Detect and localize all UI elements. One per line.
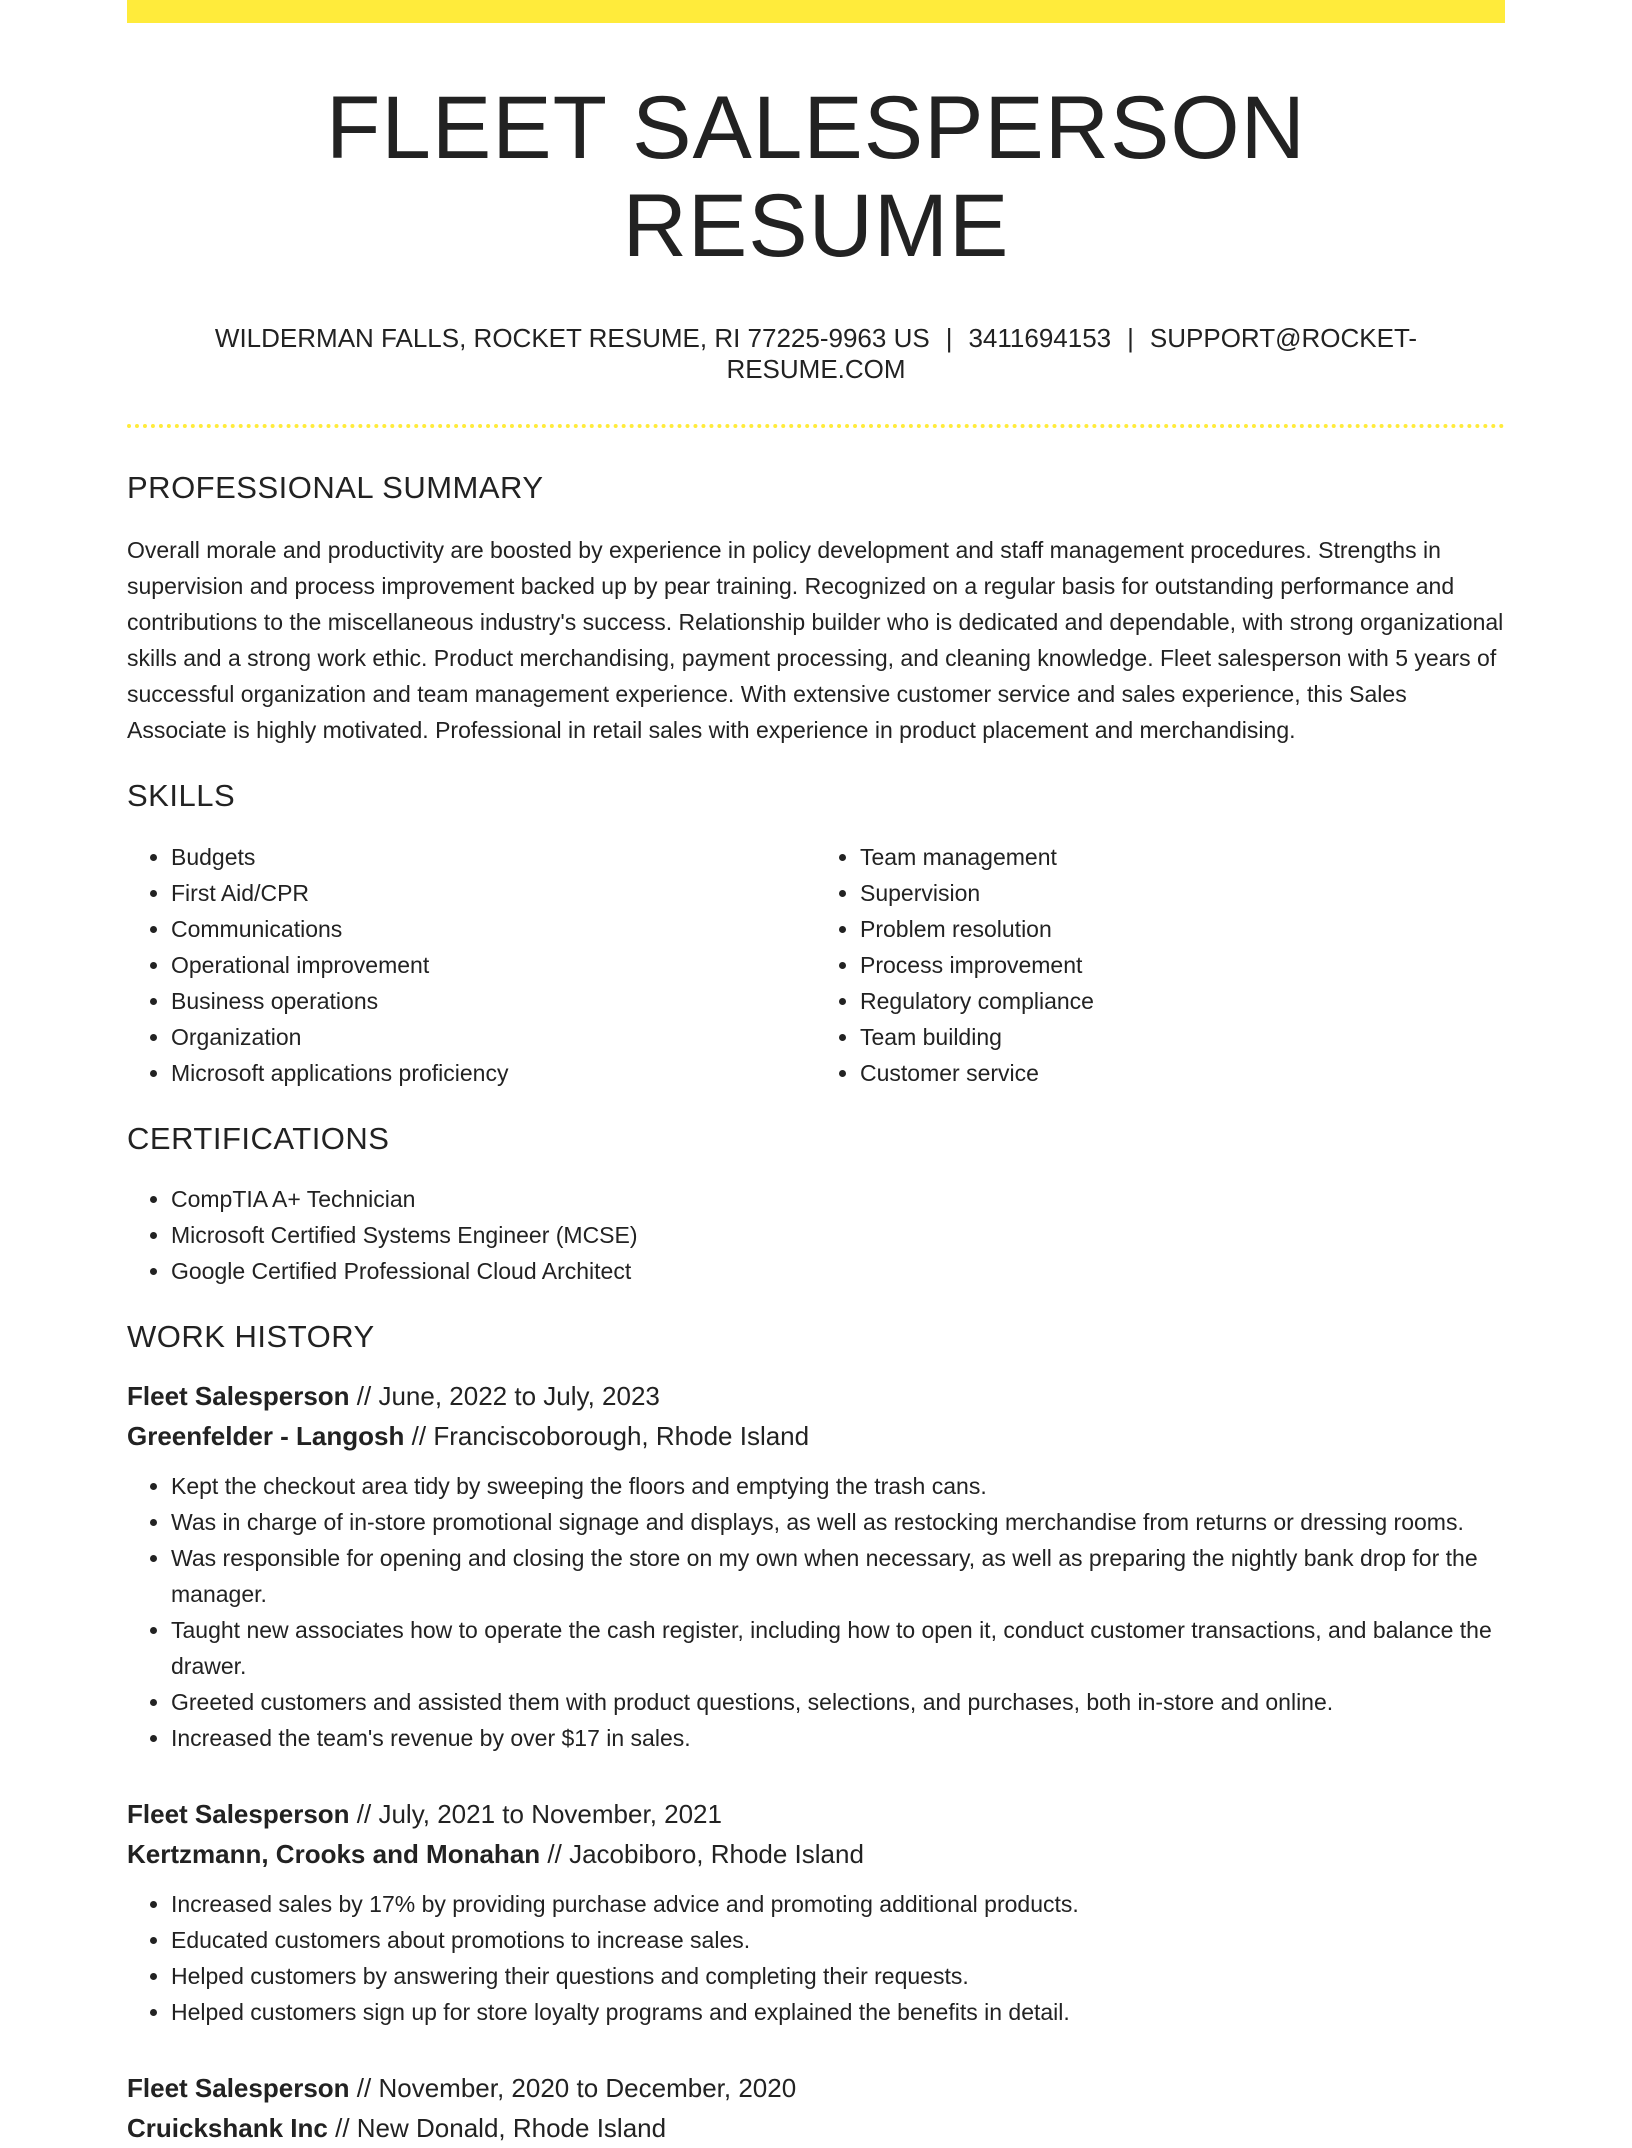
skill-item: • First Aid/CPR <box>171 875 816 911</box>
job-title: Fleet Salesperson <box>127 2072 350 2103</box>
job-company-line <box>127 1834 1505 1874</box>
job-title-line <box>127 1794 1505 1834</box>
job-title-line <box>127 2068 1505 2108</box>
skill-item: • Budgets <box>171 839 816 875</box>
job-entry <box>127 1376 1505 1756</box>
job-dates: November, 2020 to December, 2020 <box>378 2072 797 2103</box>
skills-columns <box>127 839 1505 1091</box>
dotted-divider <box>127 424 1505 428</box>
skill-item: • Team management <box>860 839 1505 875</box>
skills-list-right <box>816 839 1505 1091</box>
job-bullet: • Was responsible for opening and closing the store on my own when necessary, as well as preparing the nightly bank drop for the manager. <box>171 1540 1505 1612</box>
job-separator: // <box>356 1380 372 1411</box>
job-company-line <box>127 2108 1505 2148</box>
job-separator: // <box>335 2112 350 2143</box>
job-separator: // <box>411 1420 427 1451</box>
job-company-line <box>127 1416 1505 1456</box>
job-location: Franciscoborough, Rhode Island <box>433 1420 810 1451</box>
skill-item: • Regulatory compliance <box>860 983 1505 1019</box>
certifications-list <box>127 1181 1505 1289</box>
skills-heading: SKILLS <box>127 778 236 814</box>
resume-page <box>127 0 1505 2148</box>
skill-item: • Problem resolution <box>860 911 1505 947</box>
certification-item: • Microsoft Certified Systems Engineer (MCSE) <box>171 1217 1505 1253</box>
job-location: Jacobiboro, Rhode Island <box>569 1838 864 1869</box>
job-title: Fleet Salesperson <box>127 1798 350 1829</box>
job-bullet: • Educated customers about promotions to increase sales. <box>171 1922 1505 1958</box>
job-title-line <box>127 1376 1505 1416</box>
contact-email: SUPPORT@ROCKET-RESUME.COM <box>726 322 1418 384</box>
contact-line <box>127 323 1505 385</box>
job-bullet: • Taught new associates how to operate the cash register, including how to open it, conduct customer transactions, and balance the drawer. <box>171 1612 1505 1684</box>
job-bullet: • Increased sales by 17% by providing purchase advice and promoting additional products. <box>171 1886 1505 1922</box>
contact-phone: 3411694153 <box>968 322 1112 353</box>
job-bullets <box>127 1886 1505 2030</box>
skill-item: • Customer service <box>860 1055 1505 1091</box>
skill-item: • Process improvement <box>860 947 1505 983</box>
contact-address: WILDERMAN FALLS, ROCKET RESUME, RI 77225-9963 US <box>214 322 930 353</box>
job-location: New Donald, Rhode Island <box>356 2112 667 2143</box>
summary-text: Overall morale and productivity are boosted by experience in policy development and staff management procedures. Strengths in supervision and process improvement backed up by pear training. Recognized on a regular basis for outstanding performance and contributions to the miscellaneous industry's success. Relationship builder who is dedicated and dependable, with strong organizational skills and a strong work ethic. Product merchandising, payment processing, and cleaning knowledge. Fleet salesperson with 5 years of successful organization and team management experience. With extensive customer service and sales experience, this Sales Associate is highly motivated. Professional in retail sales with experience in product placement and merchandising. <box>127 537 1504 744</box>
job-bullet: • Helped customers sign up for store loyalty programs and explained the benefits in detail. <box>171 1994 1505 2030</box>
work-history-heading: WORK HISTORY <box>127 1318 375 1354</box>
job-separator: // <box>356 2072 372 2103</box>
summary-heading: PROFESSIONAL SUMMARY <box>127 470 544 506</box>
accent-top-bar <box>127 0 1505 23</box>
job-dates: July, 2021 to November, 2021 <box>378 1798 722 1829</box>
job-company: Kertzmann, Crooks and Monahan <box>127 1838 541 1869</box>
job-title: Fleet Salesperson <box>127 1380 350 1411</box>
job-dates: June, 2022 to July, 2023 <box>378 1380 660 1411</box>
job-entry <box>127 1794 1505 2030</box>
contact-separator: | <box>945 322 953 353</box>
job-bullet: • Was in charge of in-store promotional signage and displays, as well as restocking merchandise from returns or dressing rooms. <box>171 1504 1505 1540</box>
job-bullet: • Kept the checkout area tidy by sweeping the floors and emptying the trash cans. <box>171 1468 1505 1504</box>
job-bullets <box>127 1468 1505 1756</box>
skill-item: • Organization <box>171 1019 816 1055</box>
skill-item: • Operational improvement <box>171 947 816 983</box>
skill-item: • Microsoft applications proficiency <box>171 1055 816 1091</box>
job-bullet: • Greeted customers and assisted them with product questions, selections, and purchases, both in-store and online. <box>171 1684 1505 1720</box>
skill-item: • Supervision <box>860 875 1505 911</box>
job-entry <box>127 2068 1505 2148</box>
skill-item: • Team building <box>860 1019 1505 1055</box>
resume-title: FLEET SALESPERSON RESUME <box>326 77 1306 275</box>
job-bullet: • Increased the team's revenue by over $17 in sales. <box>171 1720 1505 1756</box>
job-company: Cruickshank Inc <box>127 2112 328 2143</box>
job-separator: // <box>356 1798 372 1829</box>
certification-item: • CompTIA A+ Technician <box>171 1181 1505 1217</box>
contact-separator: | <box>1127 322 1134 353</box>
skill-item: • Communications <box>171 911 816 947</box>
skills-list-left <box>127 839 816 1091</box>
job-bullet: • Helped customers by answering their questions and completing their requests. <box>171 1958 1505 1994</box>
skill-item: • Business operations <box>171 983 816 1019</box>
job-separator: // <box>547 1838 562 1869</box>
certification-item: • Google Certified Professional Cloud Architect <box>171 1253 1505 1289</box>
certifications-heading: CERTIFICATIONS <box>127 1120 390 1156</box>
job-company: Greenfelder - Langosh <box>127 1420 405 1451</box>
